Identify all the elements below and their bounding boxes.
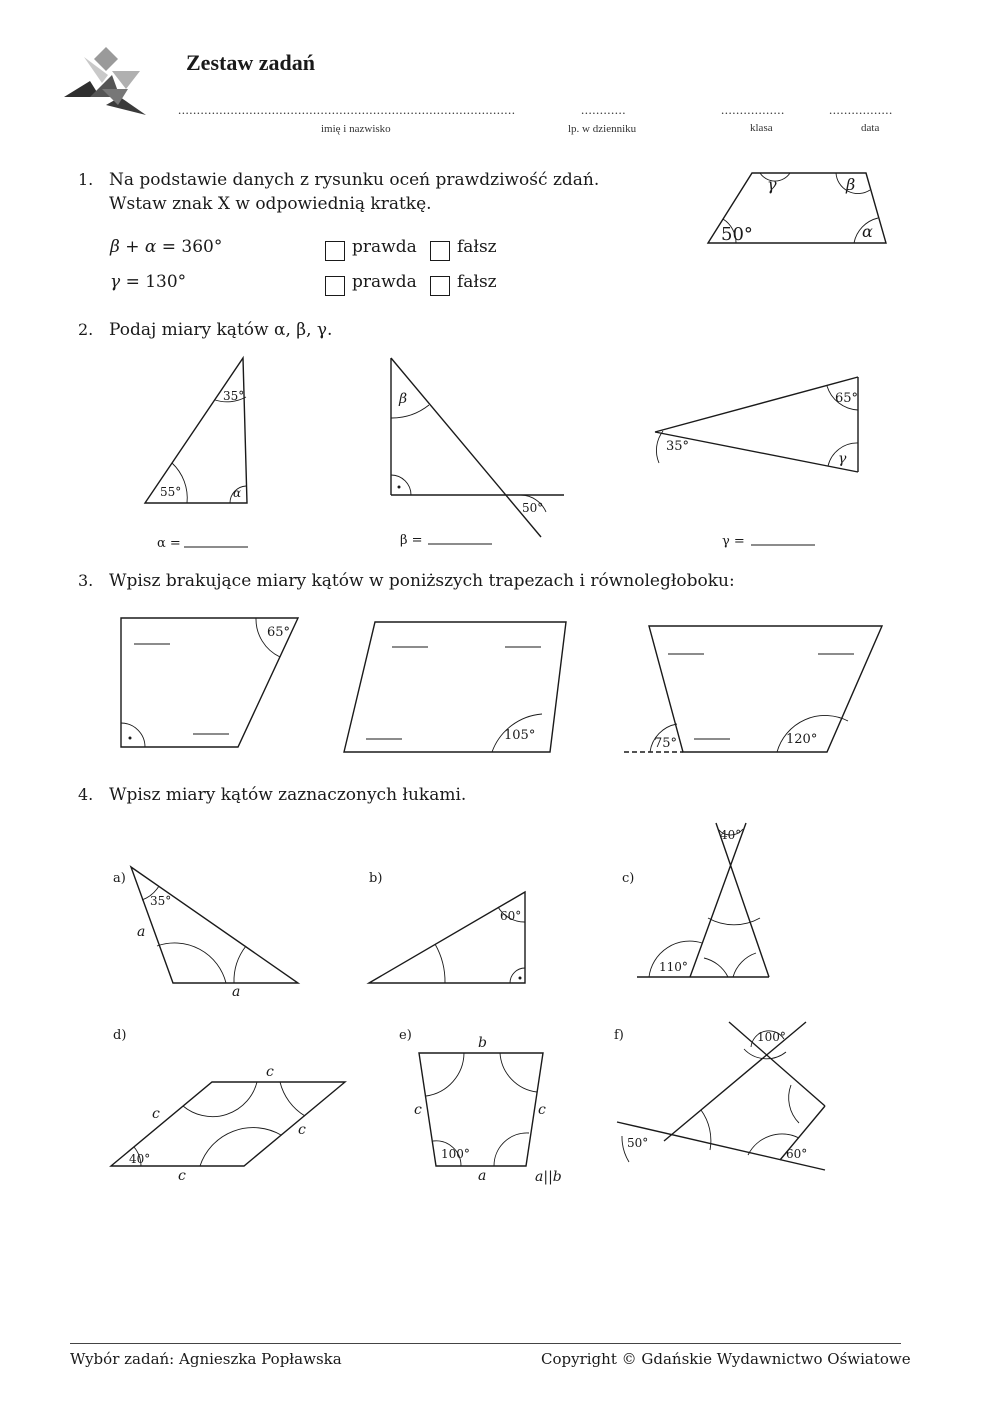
class-caption: klasa [750,122,773,134]
task2-text: Podaj miary kątów α, β, γ. [109,320,333,340]
statement-1: β + α = 360° [110,237,223,257]
t2f2-beta: β [399,391,408,407]
t1-alpha: α [862,222,873,241]
t4e-side-left: c [414,1102,422,1118]
t2f1-answer-label: α = [157,536,181,551]
t4d-side-bottom: c [178,1168,186,1184]
t4e-label: e) [399,1028,412,1043]
t1-gamma: γ [767,175,777,194]
t3f3-left-angle: 75° [654,736,678,751]
statement-2-false-label: fałsz [457,272,497,292]
name-field[interactable]: .......................................................................................... [178,102,516,117]
task1-line2: Wstaw znak X w odpowiednią kratkę. [109,194,432,214]
t4b-angle: 60° [500,909,522,923]
t4d-side-top: c [266,1064,274,1080]
footer-copyright: Copyright © Gdańskie Wydawnictwo Oświatowe [541,1350,911,1368]
worksheet-title: Zestaw zadań [186,50,315,75]
t2f2-answer-label: β = [400,533,423,548]
number-caption: lp. w dzienniku [568,123,637,135]
t4f-top-angle: 100° [757,1030,786,1044]
t4f-left-angle: 50° [627,1136,649,1150]
statement-2: γ = 130° [110,272,187,292]
t2f2-angle-50: 50° [522,501,544,515]
t4b-label: b) [369,871,383,886]
statement-1-true-label: prawda [352,237,417,257]
t3f3-right-angle: 120° [786,732,818,747]
t4a-side-left: a [137,924,146,940]
t4d-side-right: c [298,1122,306,1138]
t4e-side-bottom: a [478,1168,487,1184]
t4e-angle: 100° [441,1147,470,1161]
t2f1-alpha: α [233,486,242,500]
task1-number: 1. [78,170,94,189]
t4c-top-angle: 40° [720,828,742,842]
class-field[interactable]: ................. [721,102,785,117]
task1-line1: Na podstawie danych z rysunku oceń prawdziwość zdań. [109,170,600,190]
t3f1-angle: 65° [267,625,291,640]
task3-text: Wpisz brakujące miary kątów w poniższych trapezach i równoległoboku: [109,571,735,591]
t4f-label: f) [614,1028,624,1043]
t1-beta: β [846,175,856,194]
t2f1-left-angle: 55° [160,485,182,499]
t2f3-left-angle: 35° [666,439,690,454]
t4f-right-angle: 60° [786,1147,808,1161]
statement-2-true-label: prawda [352,272,417,292]
date-caption: data [861,122,880,134]
task4-number: 4. [78,785,94,804]
t4d-side-left: c [152,1106,160,1122]
t2f3-answer-label: γ = [722,534,745,549]
t3f2-angle: 105° [504,728,536,743]
t4e-side-right: c [538,1102,546,1118]
t4d-label: d) [113,1028,127,1043]
statement-1-false-label: fałsz [457,237,497,257]
t4a-angle: 35° [150,894,172,908]
t4c-left-angle: 110° [659,960,688,974]
t1-angle-50: 50° [721,224,753,245]
task3-number: 3. [78,571,94,590]
t4c-label: c) [622,871,635,886]
t4e-side-top: b [478,1035,487,1051]
t2f1-top-angle: 35° [223,389,245,403]
name-caption: imię i nazwisko [321,123,391,135]
task4-text: Wpisz miary kątów zaznaczonych łukami. [109,785,467,805]
t4a-label: a) [113,871,126,886]
task2-number: 2. [78,320,94,339]
t4d-angle: 40° [129,1152,151,1166]
t4a-side-bottom: a [232,984,241,1000]
number-field[interactable]: ............ [581,102,626,117]
t2f3-top-angle: 65° [835,391,859,406]
t2f3-gamma: γ [838,451,847,467]
date-field[interactable]: ................. [829,102,893,117]
t4e-parallel-note: a||b [535,1169,562,1185]
footer-rule [70,1343,901,1344]
footer-author: Wybór zadań: Agnieszka Popławska [70,1350,342,1368]
